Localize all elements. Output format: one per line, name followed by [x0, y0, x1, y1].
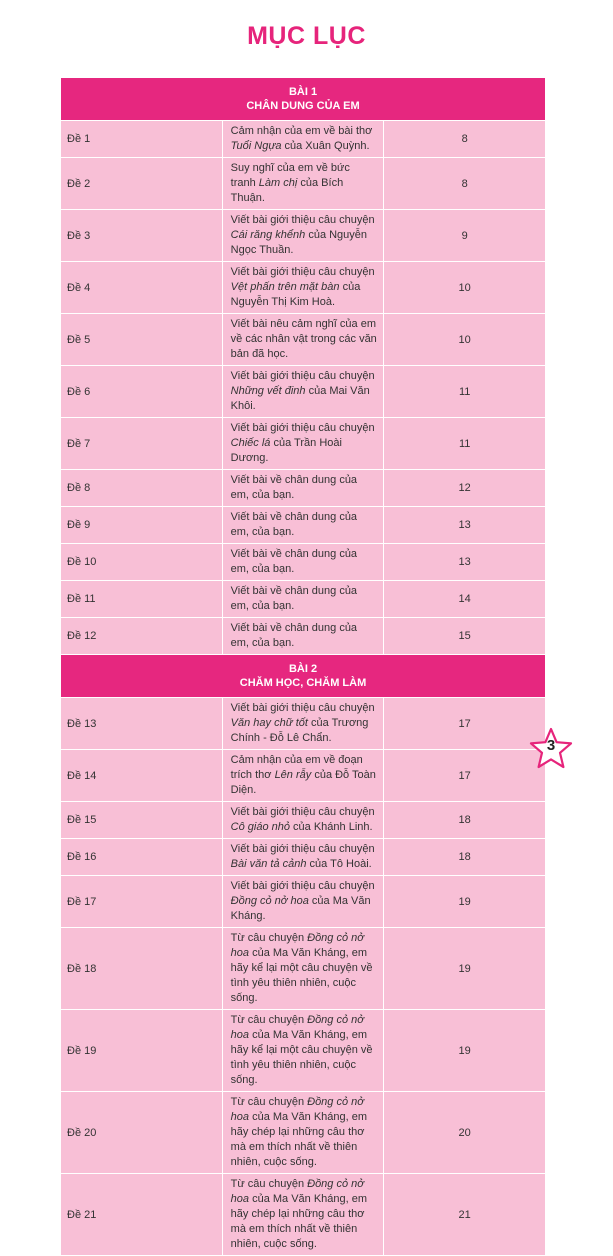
page-number: 3: [546, 737, 556, 754]
entry-number: Đề 4: [61, 262, 223, 314]
entry-title-text: Viết bài giới thiệu câu chuyện: [230, 843, 375, 855]
entry-page: 17: [384, 750, 546, 802]
entry-title: [222, 581, 384, 618]
entry-title: [222, 1174, 384, 1256]
entry-title-text: của Khánh Linh.: [289, 821, 373, 833]
entry-title-text: Từ câu chuyện: [230, 1096, 308, 1108]
entry-title-text: Viết bài về chân dung của em, của bạn.: [230, 548, 358, 575]
entry-title: [222, 507, 384, 544]
entry-number: Đề 17: [61, 876, 223, 928]
entry-number: Đề 7: [61, 418, 223, 470]
entry-title: [222, 802, 384, 839]
entry-page: 10: [384, 262, 546, 314]
table-row[interactable]: [61, 802, 546, 839]
entry-number: Đề 2: [61, 158, 223, 210]
entry-title-italic: Đồng cỏ nở hoa: [230, 1178, 364, 1205]
entry-page: 18: [384, 839, 546, 876]
table-row[interactable]: [61, 544, 546, 581]
entry-number: Đề 1: [61, 121, 223, 158]
entry-page: 13: [384, 507, 546, 544]
entry-title-text: Viết bài giới thiệu câu chuyện: [230, 702, 375, 714]
entry-title-italic: Cô giáo nhỏ: [230, 821, 290, 833]
lesson-header: [61, 78, 546, 121]
entry-title-text: Viết bài giới thiệu câu chuyện: [230, 422, 375, 434]
entry-title-text: của Ma Văn Kháng, em hãy chép lại những câu thơ mà em thích nhất về thiên nhiên, cuộc sống.: [230, 1193, 368, 1250]
entry-title-italic: Đồng cỏ nở hoa: [230, 895, 309, 907]
entry-number: Đề 14: [61, 750, 223, 802]
lesson-label: BÀI 2: [288, 663, 318, 675]
entry-title-text: của Trương Chính - Đỗ Lê Chẩn.: [230, 717, 369, 744]
entry-title-text: của Tô Hoài.: [306, 858, 372, 870]
entry-title-italic: Vệt phấn trên mặt bàn: [230, 281, 340, 293]
entry-title-text: Từ câu chuyện: [230, 932, 308, 944]
entry-title: [222, 698, 384, 750]
entry-number: Đề 3: [61, 210, 223, 262]
table-row[interactable]: [61, 470, 546, 507]
entry-title-italic: Cái răng khểnh: [230, 229, 306, 241]
table-row[interactable]: [61, 618, 546, 655]
entry-title-text: của Đỗ Toàn Diện.: [230, 769, 376, 796]
entry-title-italic: Đồng cỏ nở hoa: [230, 932, 364, 959]
entry-title-text: Viết bài về chân dung của em, của bạn.: [230, 622, 358, 649]
table-row[interactable]: [61, 1010, 546, 1092]
entry-title-text: Viết bài giới thiệu câu chuyện: [230, 370, 375, 382]
entry-title: [222, 544, 384, 581]
entry-title-italic: Bài văn tả cảnh: [230, 858, 307, 870]
entry-title-italic: Những vết đinh: [230, 385, 306, 397]
entry-number: Đề 5: [61, 314, 223, 366]
entry-page: 14: [384, 581, 546, 618]
entry-page: 12: [384, 470, 546, 507]
entry-title-text: Viết bài về chân dung của em, của bạn.: [230, 474, 358, 501]
lesson-title: CHÂN DUNG CỦA EM: [246, 100, 360, 112]
entry-title: [222, 876, 384, 928]
entry-title: [222, 262, 384, 314]
entry-title-text: Cảm nhận của em về bài thơ: [230, 125, 373, 137]
entry-title-text: của Nguyễn Ngọc Thuần.: [230, 229, 368, 256]
entry-title-text: của Bích Thuận.: [230, 177, 344, 204]
entry-title-text: Viết bài giới thiệu câu chuyện: [230, 214, 375, 226]
entry-title: [222, 121, 384, 158]
entry-title-italic: Đồng cỏ nở hoa: [230, 1014, 364, 1041]
table-row[interactable]: [61, 928, 546, 1010]
table-row[interactable]: [61, 839, 546, 876]
page-title: MỤC LỤC: [247, 22, 366, 50]
entry-title: [222, 210, 384, 262]
entry-title-text: của Mai Văn Khôi.: [230, 385, 370, 412]
entry-number: Đề 20: [61, 1092, 223, 1174]
entry-title-text: Cảm nhận của em về đoạn trích thơ: [230, 754, 363, 781]
entry-title-text: Suy nghĩ của em về bức tranh: [230, 162, 350, 189]
entry-title: [222, 928, 384, 1010]
entry-title-text: Viết bài giới thiệu câu chuyện: [230, 266, 375, 278]
table-row[interactable]: [61, 158, 546, 210]
table-of-contents: [60, 77, 546, 1256]
entry-page: 18: [384, 802, 546, 839]
table-row[interactable]: [61, 418, 546, 470]
entry-title: [222, 158, 384, 210]
table-row[interactable]: [61, 698, 546, 750]
entry-title-text: Từ câu chuyện: [230, 1178, 308, 1190]
entry-title: [222, 470, 384, 507]
entry-page: 21: [384, 1174, 546, 1256]
entry-number: Đề 21: [61, 1174, 223, 1256]
entry-title-italic: Đồng cỏ nở hoa: [230, 1096, 364, 1123]
table-row[interactable]: [61, 314, 546, 366]
table-row[interactable]: [61, 121, 546, 158]
entry-page: 19: [384, 928, 546, 1010]
entry-number: Đề 9: [61, 507, 223, 544]
entry-number: Đề 12: [61, 618, 223, 655]
entry-title-text: Viết bài giới thiệu câu chuyện: [230, 806, 375, 818]
entry-title-text: Viết bài nêu cảm nghĩ của em về các nhân vật trong các văn bản đã học.: [230, 318, 377, 360]
lesson-label: BÀI 1: [288, 86, 318, 98]
entry-title-text: của Trần Hoài Dương.: [230, 437, 342, 464]
table-row[interactable]: [61, 507, 546, 544]
entry-title-text: Viết bài giới thiệu câu chuyện: [230, 880, 375, 892]
entry-title-text: của Xuân Quỳnh.: [281, 140, 370, 152]
entry-page: 11: [384, 366, 546, 418]
entry-number: Đề 11: [61, 581, 223, 618]
entry-title-text: của Ma Văn Kháng.: [230, 895, 371, 922]
table-row[interactable]: [61, 262, 546, 314]
entry-page: 9: [384, 210, 546, 262]
entry-title-text: Từ câu chuyện: [230, 1014, 308, 1026]
entry-title: [222, 618, 384, 655]
entry-page: 15: [384, 618, 546, 655]
entry-title-text: của Ma Văn Kháng, em hãy kể lại một câu chuyện về tình yêu thiên nhiên, cuộc sống.: [230, 947, 373, 1004]
table-row[interactable]: [61, 750, 546, 802]
table-row[interactable]: [61, 581, 546, 618]
entry-number: Đề 10: [61, 544, 223, 581]
entry-number: Đề 6: [61, 366, 223, 418]
lesson-header-cell: [61, 78, 546, 121]
entry-title: [222, 314, 384, 366]
entry-title-text: Viết bài về chân dung của em, của bạn.: [230, 585, 358, 612]
table-row[interactable]: [61, 210, 546, 262]
entry-page: 19: [384, 876, 546, 928]
entry-number: Đề 15: [61, 802, 223, 839]
entry-page: 8: [384, 158, 546, 210]
entry-title-text: Viết bài về chân dung của em, của bạn.: [230, 511, 358, 538]
entry-title-italic: Lên rẫy: [274, 769, 312, 781]
entry-title-text: của Ma Văn Kháng, em hãy chép lại những câu thơ mà em thích nhất về thiên nhiên, cuộc sống.: [230, 1111, 368, 1168]
entry-title: [222, 1092, 384, 1174]
entry-title-text: của Nguyễn Thị Kim Hoà.: [230, 281, 361, 308]
entry-title-italic: Chiếc lá: [230, 437, 271, 449]
entry-number: Đề 16: [61, 839, 223, 876]
entry-title: [222, 1010, 384, 1092]
entry-title: [222, 750, 384, 802]
lesson-header-cell: [61, 655, 546, 698]
entry-page: 8: [384, 121, 546, 158]
entry-page: 10: [384, 314, 546, 366]
table-row[interactable]: [61, 1092, 546, 1174]
table-row[interactable]: [61, 876, 546, 928]
entry-number: Đề 8: [61, 470, 223, 507]
lesson-header: [61, 655, 546, 698]
entry-number: Đề 19: [61, 1010, 223, 1092]
table-row[interactable]: [61, 366, 546, 418]
entry-title: [222, 839, 384, 876]
entry-title: [222, 366, 384, 418]
entry-page: 17: [384, 698, 546, 750]
entry-page: 20: [384, 1092, 546, 1174]
entry-title-italic: Văn hay chữ tốt: [230, 717, 308, 729]
table-row[interactable]: [61, 1174, 546, 1256]
entry-number: Đề 13: [61, 698, 223, 750]
entry-title: [222, 418, 384, 470]
lesson-title: CHĂM HỌC, CHĂM LÀM: [239, 677, 367, 689]
entry-title-italic: Tuổi Ngựa: [230, 140, 282, 152]
entry-page: 13: [384, 544, 546, 581]
entry-title-italic: Làm chị: [258, 177, 298, 189]
entry-number: Đề 18: [61, 928, 223, 1010]
entry-page: 11: [384, 418, 546, 470]
entry-title-text: của Ma Văn Kháng, em hãy kể lại một câu chuyện về tình yêu thiên nhiên, cuộc sống.: [230, 1029, 373, 1086]
entry-page: 19: [384, 1010, 546, 1092]
